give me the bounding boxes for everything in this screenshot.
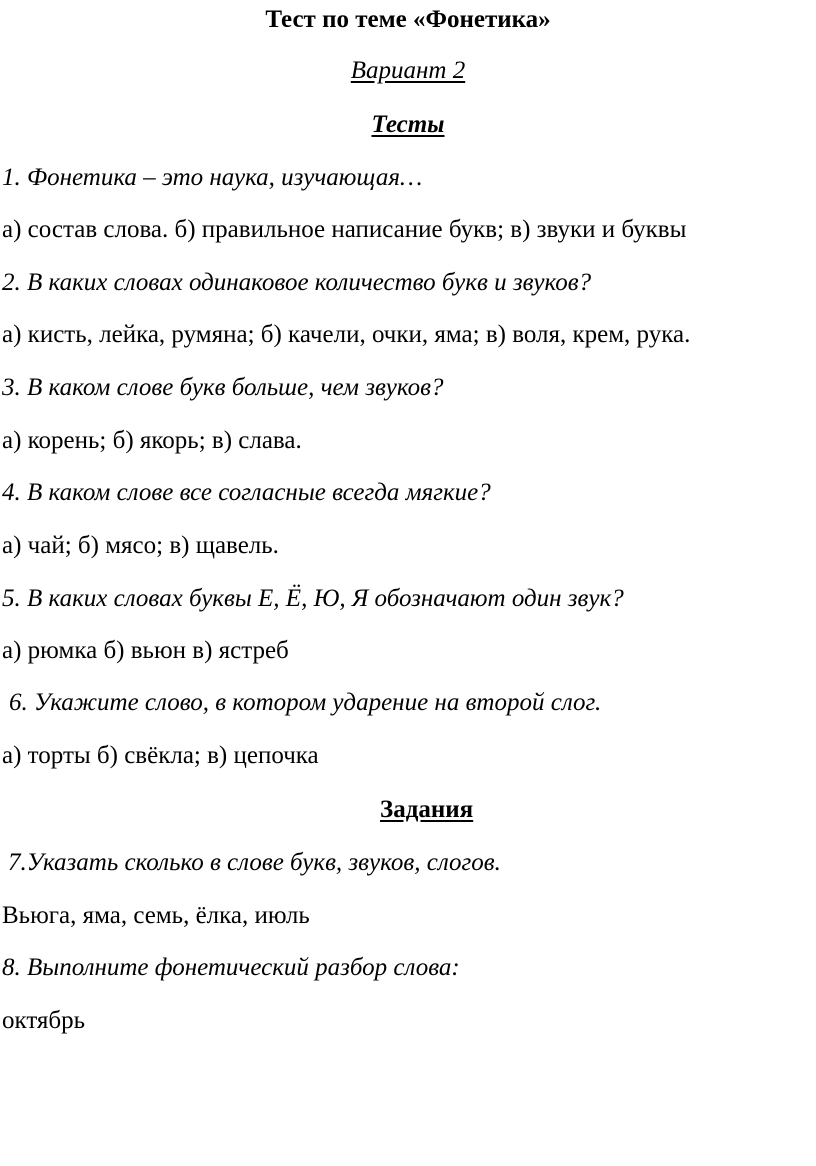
tasks-heading: Задания [380,796,474,823]
task-8: 8. Выполните фонетический разбор слова: [2,954,460,981]
question-4: 4. В каком слове все согласные всегда мягкие? [2,479,491,506]
answers-5: а) рюмка б) вьюн в) ястреб [2,637,289,664]
answers-4: а) чай; б) мясо; в) щавель. [2,532,279,559]
question-2: 2. В каких словах одинаковое количество букв и звуков? [2,269,592,296]
document-title: Тест по теме «Фонетика» [265,6,551,33]
variant-label: Вариант 2 [350,57,466,84]
question-5: 5. В каких словах буквы Е, Ё, Ю, Я обозначают один звук? [2,585,624,612]
question-1: 1. Фонетика – это наука, изучающая… [2,164,423,191]
answers-2: а) кисть, лейка, румяна; б) качели, очки, яма; в) воля, крем, рука. [2,321,691,348]
answers-6: а) торты б) свёкла; в) цепочка [2,742,319,769]
question-6: 6. Укажите слово, в котором ударение на второй слог. [9,689,602,716]
task-7-words: Вьюга, яма, семь, ёлка, июль [2,902,310,929]
tests-heading: Тесты [371,111,445,138]
answers-1: а) состав слова. б) правильное написание букв; в) звуки и буквы [2,216,687,243]
question-3: 3. В каком слове букв больше, чем звуков? [2,374,444,401]
task-7: 7.Указать сколько в слове букв, звуков, слогов. [8,849,501,876]
task-8-word: октябрь [2,1007,86,1034]
answers-3: а) корень; б) якорь; в) слава. [2,427,302,454]
